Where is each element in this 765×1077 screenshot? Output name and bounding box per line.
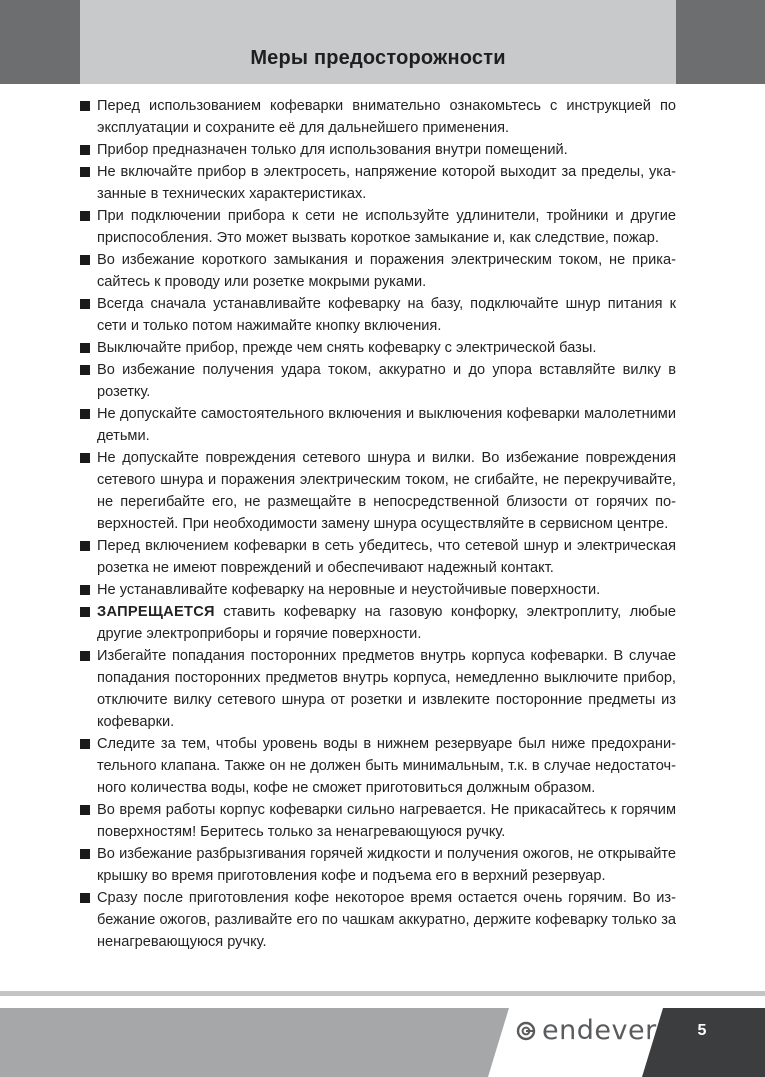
square-bullet-icon	[80, 849, 90, 859]
endever-logo-icon	[516, 1021, 536, 1041]
list-item-text: Во избежание получения удара током, аккуратно и до упора вставляйте вилку в розетку.	[97, 362, 676, 400]
header-title-bar	[80, 0, 676, 84]
square-bullet-icon	[80, 607, 90, 617]
list-item-text: Во избежание короткого замыкания и поражения электрическим током, не прикасайтесь к проводу или розетке мокрыми руками.	[97, 252, 676, 290]
list-item-text: Не устанавливайте кофеварку на неровные и неустойчивые поверхности.	[97, 582, 601, 598]
list-item	[80, 601, 676, 645]
list-item	[80, 733, 676, 799]
footer-light-band	[0, 1008, 509, 1077]
list-item	[80, 205, 676, 249]
page-number: 5	[697, 1022, 707, 1039]
list-item-text: Следите за тем, чтобы уровень воды в нижнем резервуаре был ниже предохранительного клапана. Также он не должен быть минимальным, т.к. в случае недостаточного количества воды, кофе не сможет приготовиться должным образом.	[97, 736, 676, 796]
footer-dark-band	[642, 1008, 765, 1077]
square-bullet-icon	[80, 739, 90, 749]
header-left-block	[0, 0, 80, 84]
square-bullet-icon	[80, 541, 90, 551]
list-item	[80, 161, 676, 205]
precautions-section	[80, 95, 676, 953]
list-item	[80, 843, 676, 887]
square-bullet-icon	[80, 167, 90, 177]
list-item-text: Не допускайте самостоятельного включения и выключения кофеварки малолетними детьми.	[97, 406, 676, 444]
brand-logo	[516, 1016, 657, 1046]
warning-keyword: ЗАПРЕЩАЕТСЯ	[97, 604, 215, 620]
square-bullet-icon	[80, 585, 90, 595]
square-bullet-icon	[80, 805, 90, 815]
square-bullet-icon	[80, 453, 90, 463]
list-item	[80, 249, 676, 293]
list-item	[80, 403, 676, 447]
list-item-text: Не включайте прибор в электросеть, напряжение которой выходит за пределы, указанные в технических характеристиках.	[97, 164, 676, 202]
list-item	[80, 535, 676, 579]
list-item	[80, 887, 676, 953]
square-bullet-icon	[80, 145, 90, 155]
list-item	[80, 293, 676, 337]
square-bullet-icon	[80, 365, 90, 375]
square-bullet-icon	[80, 893, 90, 903]
list-item-text: ставить кофеварку на газовую конфорку, электроплиту, любые другие электроприборы и горячие поверхности.	[97, 604, 676, 642]
list-item-text: Во избежание разбрызгивания горячей жидкости и получения ожогов, не открывайте крышку во время приготовления кофе и подъема его в верхний резервуар.	[97, 846, 676, 884]
list-item-text: Сразу после приготовления кофе некоторое время остается очень горячим. Во избежание ожогов, разливайте его по чашкам аккуратно, держите кофеварку только за ненагревающуюся ручку.	[97, 890, 676, 950]
list-item-text: Не допускайте повреждения сетевого шнура и вилки. Во избежание повреждения сетевого шнура и поражения электрическим током, не сгибайте, не перекручивайте, не перегибайте его, не размещайте в непосредственной близости от горячих поверхностей. При необходимости замену шнура осуществляйте в сервисном центре.	[97, 450, 676, 532]
list-item-text: При подключении прибора к сети не используйте удлинители, тройники и другие приспособления. Это может вызвать короткое замыкание и, как следствие, пожар.	[97, 208, 676, 246]
square-bullet-icon	[80, 343, 90, 353]
square-bullet-icon	[80, 255, 90, 265]
list-item	[80, 359, 676, 403]
page-title: Меры предосторожности	[250, 47, 506, 69]
list-item-text: Выключайте прибор, прежде чем снять кофеварку с электрической базы.	[97, 340, 597, 356]
list-item	[80, 447, 676, 535]
square-bullet-icon	[80, 409, 90, 419]
list-item	[80, 645, 676, 733]
square-bullet-icon	[80, 211, 90, 221]
list-item	[80, 799, 676, 843]
list-item	[80, 579, 676, 601]
square-bullet-icon	[80, 101, 90, 111]
list-item-text: Во время работы корпус кофеварки сильно нагревается. Не прикасайтесь к горячим поверхностям! Беритесь только за ненагревающуюся ручку.	[97, 802, 676, 840]
square-bullet-icon	[80, 299, 90, 309]
square-bullet-icon	[80, 651, 90, 661]
list-item-text: Избегайте попадания посторонних предметов внутрь корпуса кофеварки. В случае попадания посторонних предметов внутрь корпуса, немедленно выключите прибор, отключите вилку сетевого шнура от розетки и извлеките посторонние предметы из кофеварки.	[97, 648, 676, 730]
list-item	[80, 337, 676, 359]
header-right-block	[676, 0, 765, 84]
precautions-list	[80, 95, 676, 953]
footer-divider	[0, 991, 765, 996]
list-item	[80, 139, 676, 161]
list-item-text: Прибор предназначен только для использования внутри помещений.	[97, 142, 568, 158]
list-item-text: Всегда сначала устанавливайте кофеварку на базу, подключайте шнур питания к сети и только потом нажимайте кнопку включения.	[97, 296, 676, 334]
brand-name: endever	[542, 1015, 657, 1046]
list-item-text: Перед включением кофеварки в сеть убедитесь, что сетевой шнур и электрическая розетка не имеют повреждений и обеспечивают надежный контакт.	[97, 538, 676, 576]
list-item-text: Перед использованием кофеварки внимательно ознакомьтесь с инструкцией по эксплуатации и сохраните её для дальнейшего применения.	[97, 98, 676, 136]
list-item	[80, 95, 676, 139]
